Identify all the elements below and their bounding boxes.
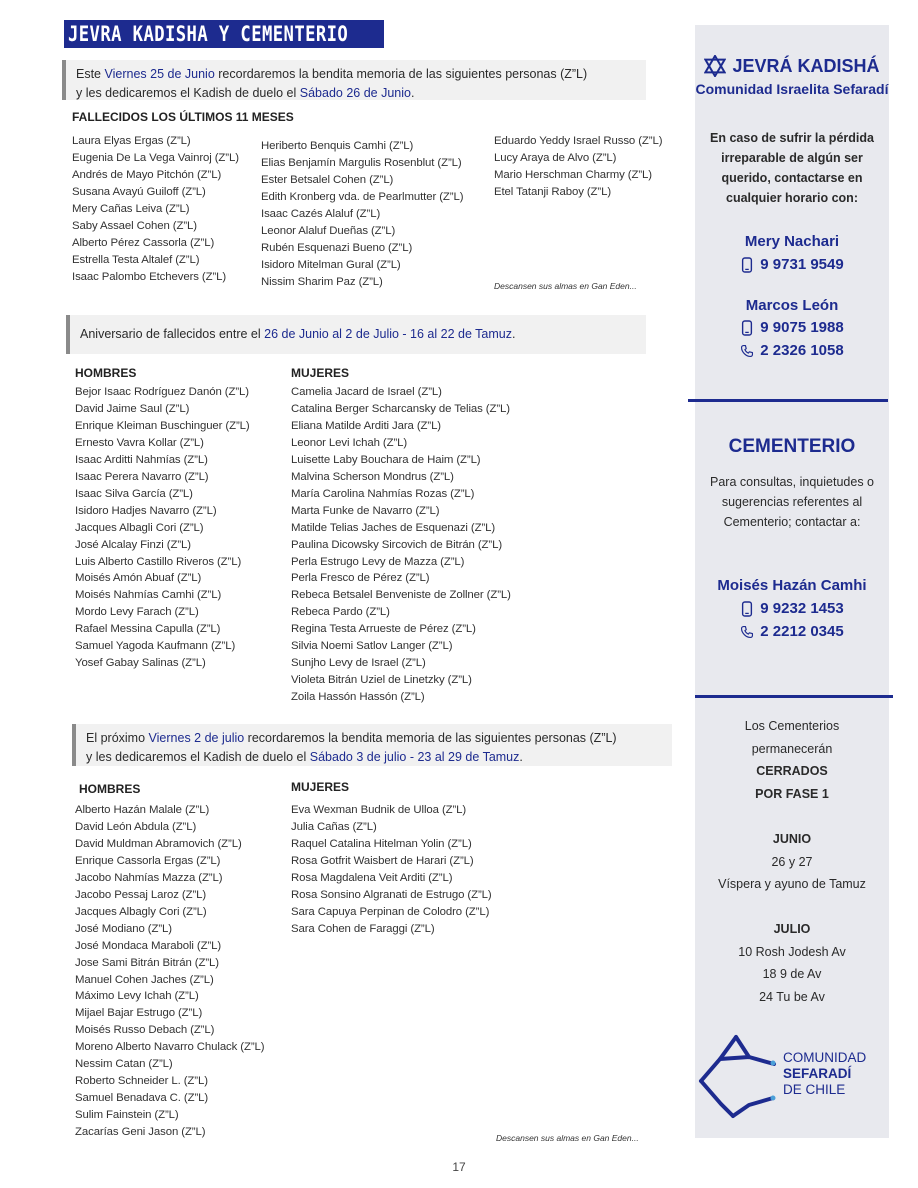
sidebar-divider <box>695 695 893 698</box>
jk-instructions: En caso de sufrir la pérdida irreparable de algún ser querido, contactarse en cualquier horario con: <box>710 131 874 205</box>
list-item: Isidoro Hadjes Navarro (Z”L) <box>75 504 217 517</box>
list-item: Marta Funke de Navarro (Z”L) <box>291 504 440 517</box>
closure-line: Los Cementerios <box>744 719 840 733</box>
contact-moises-hazan: Moisés Hazán Camhi <box>717 577 867 594</box>
community-subtitle: Comunidad Israelita Sefaradí <box>695 81 889 97</box>
list-item: Sunjho Levy de Israel (Z”L) <box>291 657 426 670</box>
list-item: Moisés Amón Abuaf (Z”L) <box>75 572 202 585</box>
list-item: David León Abdula (Z”L) <box>75 820 197 833</box>
list-item: Isaac Silva García (Z”L) <box>75 487 193 500</box>
list-item: Sara Capuya Perpinan de Colodro (Z”L) <box>291 905 490 918</box>
july-event: 24 Tu be Av <box>759 990 825 1005</box>
list-item: Jacques Albagly Cori (Z”L) <box>75 905 207 918</box>
list-item: Rosa Magdalena Veit Arditi (Z”L) <box>291 871 453 884</box>
list-item: Regina Testa Arrueste de Pérez (Z”L) <box>291 623 476 636</box>
list-item: Etel Tatanji Raboy (Z”L) <box>494 185 612 198</box>
list-item: Nessim Catan (Z”L) <box>75 1058 173 1071</box>
sidebar-divider <box>688 399 888 402</box>
jevra-kadisha-heading: JEVRÁ KADISHÁ <box>695 55 889 77</box>
telephone-icon <box>740 624 754 640</box>
list-item: Andrés de Mayo Pitchón (Z”L) <box>72 168 222 181</box>
contact3-phone[interactable]: 2 2212 0345 <box>695 623 889 640</box>
list-item: Camelia Jacard de Israel (Z”L) <box>291 386 442 398</box>
cementerio-instructions: Para consultas, inquietudes o sugerencias referentes al Cementerio; contactar a: <box>710 475 874 529</box>
community-logo <box>695 1030 889 1125</box>
list-item: Samuel Yagoda Kaufmann (Z”L) <box>75 640 236 653</box>
list-item: Mario Herschman Charmy (Z”L) <box>494 168 652 181</box>
telephone-icon <box>740 343 754 359</box>
next-women-list <box>291 802 492 938</box>
next-men-list <box>75 802 264 1141</box>
july-heading: JULIO <box>773 921 811 936</box>
list-item: Isaac Palombo Etchevers (Z”L) <box>72 270 227 283</box>
list-item: Lucy Araya de Alvo (Z”L) <box>494 151 617 164</box>
list-item: Raquel Catalina Hitelman Yolin (Z”L) <box>291 837 472 850</box>
list-item: Jacques Albagli Cori (Z”L) <box>75 521 204 534</box>
june-event: Víspera y ayuno de Tamuz <box>718 877 866 892</box>
info-sidebar <box>695 25 889 1138</box>
list-item: Violeta Bitrán Uziel de Linetzky (Z”L) <box>291 674 472 687</box>
list-item: Julia Cañas (Z”L) <box>291 820 377 833</box>
list-item: Enrique Cassorla Ergas (Z”L) <box>75 854 221 867</box>
list-item: Isaac Arditti Nahmías (Z”L) <box>75 453 208 466</box>
list-item: Estrella Testa Altalef (Z”L) <box>72 253 200 266</box>
list-item: Alberto Pérez Cassorla (Z”L) <box>72 236 215 249</box>
june-heading: JUNIO <box>772 831 812 846</box>
july-event: 18 9 de Av <box>762 967 822 982</box>
list-item: Alberto Hazán Malale (Z”L) <box>75 804 210 816</box>
list-item: Jose Sami Bitrán Bitrán (Z”L) <box>75 956 219 969</box>
list-item: Ernesto Vavra Kollar (Z”L) <box>75 436 204 449</box>
sefardi-star-logo-icon <box>697 1032 783 1122</box>
list-item: Isaac Cazés Alaluf (Z”L) <box>261 207 381 220</box>
cemetery-closure-info <box>695 715 889 1009</box>
cementerio-heading: CEMENTERIO <box>728 436 856 457</box>
list-item: Eduardo Yeddy Israel Russo (Z”L) <box>494 135 663 147</box>
notice-friday-july: El próximo Viernes 2 de julio recordaremos la bendita memoria de las siguientes personas (Z”L) y les dedicaremos el Kadish de duelo el Sábado 3 de julio - 23 al 29 de Tamuz. <box>72 724 672 766</box>
list-item: Máximo Levy Ichah (Z”L) <box>75 990 199 1003</box>
list-item: Enrique Kleiman Buschinguer (Z”L) <box>75 419 250 432</box>
list-item: Zacarías Geni Jason (Z”L) <box>75 1126 206 1139</box>
list-item: Yosef Gabay Salinas (Z”L) <box>75 657 206 670</box>
list-item: Luis Alberto Castillo Riveros (Z”L) <box>75 555 242 568</box>
list-item: Manuel Cohen Jaches (Z”L) <box>75 973 214 986</box>
list-item: Paulina Dicowsky Sircovich de Bitrán (Z”L) <box>291 538 503 551</box>
mobile-phone-icon <box>740 320 754 336</box>
anniv-men-title: HOMBRES <box>75 366 137 380</box>
mobile-phone-icon <box>740 601 754 617</box>
list-item: Leonor Alaluf Dueñas (Z”L) <box>261 224 396 237</box>
recent-deaths-column-3 <box>494 133 662 201</box>
list-item: David Muldman Abramovich (Z”L) <box>75 837 242 850</box>
anniv-women-list <box>291 384 511 706</box>
star-of-david-icon <box>704 55 726 77</box>
list-item: Leonor Levi Ichah (Z”L) <box>291 436 408 449</box>
closure-status: CERRADOS <box>756 764 828 779</box>
list-item: José Mondaca Maraboli (Z”L) <box>75 939 222 952</box>
recent-deaths-column-1 <box>72 133 239 286</box>
list-item: Eliana Matilde Arditi Jara (Z”L) <box>291 419 441 432</box>
list-item: Moreno Alberto Navarro Chulack (Z”L) <box>75 1041 265 1054</box>
list-item: Malvina Scherson Mondrus (Z”L) <box>291 470 454 483</box>
list-item: Ester Betsalel Cohen (Z”L) <box>261 173 394 186</box>
june-date: 26 y 27 <box>771 854 813 869</box>
rest-in-peace-note-2: Descansen sus almas en Gan Eden... <box>496 1133 639 1143</box>
list-item: Roberto Schneider L. (Z”L) <box>75 1075 208 1088</box>
list-item: Rubén Esquenazi Bueno (Z”L) <box>261 241 413 254</box>
next-men-title: HOMBRES <box>79 782 141 796</box>
list-item: Eugenia De La Vega Vainroj (Z”L) <box>72 151 239 164</box>
list-item: Saby Assael Cohen (Z”L) <box>72 219 197 232</box>
list-item: Zoila Hassón Hassón (Z”L) <box>291 691 425 704</box>
list-item: Moisés Russo Debach (Z”L) <box>75 1024 215 1037</box>
list-item: Rosa Gotfrit Waisbert de Harari (Z”L) <box>291 854 474 867</box>
list-item: Perla Estrugo Levy de Mazza (Z”L) <box>291 555 465 568</box>
july-event: 10 Rosh Jodesh Av <box>738 944 846 959</box>
list-item: Nissim Sharim Paz (Z”L) <box>261 275 383 288</box>
logo-text-line: DE CHILE <box>783 1082 846 1097</box>
recent-deaths-title: FALLECIDOS LOS ÚLTIMOS 11 MESES <box>72 110 294 124</box>
list-item: Elias Benjamín Margulis Rosenblut (Z”L) <box>261 156 462 169</box>
list-item: Catalina Berger Scharcansky de Telias (Z”L) <box>291 402 510 415</box>
list-item: Rosa Sonsino Algranati de Estrugo (Z”L) <box>291 888 492 901</box>
anniv-women-title: MUJERES <box>291 366 350 380</box>
list-item: Eva Wexman Budnik de Ulloa (Z”L) <box>291 804 467 816</box>
list-item: Mordo Levy Farach (Z”L) <box>75 606 199 619</box>
list-item: Silvia Noemi Satlov Langer (Z”L) <box>291 640 453 653</box>
contact2-phone[interactable]: 2 2326 1058 <box>695 342 889 359</box>
list-item: Mijael Bajar Estrugo (Z”L) <box>75 1007 203 1020</box>
list-item: Matilde Telias Jaches de Esquenazi (Z”L) <box>291 521 496 534</box>
list-item: María Carolina Nahmías Rozas (Z”L) <box>291 487 475 500</box>
contact2-mobile[interactable]: 9 9075 1988 <box>695 319 889 336</box>
list-item: Rebeca Betsalel Benveniste de Zollner (Z”L) <box>291 589 511 602</box>
list-item: David Jaime Saul (Z”L) <box>75 402 190 415</box>
closure-phase: POR FASE 1 <box>755 787 829 802</box>
logo-text-line: COMUNIDAD <box>783 1050 867 1065</box>
list-item: Samuel Benadava C. (Z”L) <box>75 1092 209 1105</box>
anniv-men-list <box>75 384 250 672</box>
page-number: 17 <box>452 1160 466 1174</box>
list-item: Perla Fresco de Pérez (Z”L) <box>291 572 430 585</box>
notice-friday-june: Este Viernes 25 de Junio recordaremos la bendita memoria de las siguientes personas (Z”L) y les dedicaremos el Kadish de duelo el Sábado 26 de Junio. <box>62 60 646 100</box>
page-title: JEVRA KADISHA Y CEMENTERIO <box>64 20 384 48</box>
list-item: Rebeca Pardo (Z”L) <box>291 606 390 619</box>
logo-text-line: SEFARADÍ <box>783 1066 852 1081</box>
list-item: Bejor Isaac Rodríguez Danón (Z”L) <box>75 386 249 398</box>
next-women-title: MUJERES <box>291 780 350 794</box>
contact1-mobile[interactable]: 9 9731 9549 <box>695 256 889 273</box>
list-item: Heriberto Benquis Camhi (Z”L) <box>261 140 414 152</box>
list-item: Jacobo Pessaj Laroz (Z”L) <box>75 888 207 901</box>
list-item: Mery Cañas Leiva (Z”L) <box>72 202 190 215</box>
list-item: Moisés Nahmías Camhi (Z”L) <box>75 589 222 602</box>
list-item: Edith Kronberg vda. de Pearlmutter (Z”L) <box>261 190 464 203</box>
list-item: Rafael Messina Capulla (Z”L) <box>75 623 221 636</box>
contact-mery-nachari: Mery Nachari <box>744 233 840 250</box>
recent-deaths-column-2 <box>261 138 463 291</box>
list-item: Laura Elyas Ergas (Z”L) <box>72 135 191 147</box>
contact-marcos-leon: Marcos León <box>745 297 839 314</box>
mobile-phone-icon <box>740 257 754 273</box>
list-item: Sara Cohen de Faraggi (Z”L) <box>291 922 435 935</box>
contact3-mobile[interactable]: 9 9232 1453 <box>695 600 889 617</box>
notice-anniversary: Aniversario de fallecidos entre el 26 de Junio al 2 de Julio - 16 al 22 de Tamuz. <box>66 315 646 354</box>
list-item: José Modiano (Z”L) <box>75 922 172 935</box>
list-item: Jacobo Nahmías Mazza (Z”L) <box>75 871 223 884</box>
closure-line: permanecerán <box>751 741 833 756</box>
list-item: Luisette Laby Bouchara de Haim (Z”L) <box>291 453 481 466</box>
rest-in-peace-note: Descansen sus almas en Gan Eden... <box>494 281 637 291</box>
list-item: José Alcalay Finzi (Z”L) <box>75 538 191 551</box>
list-item: Sulim Fainstein (Z”L) <box>75 1109 179 1122</box>
list-item: Susana Avayú Guiloff (Z”L) <box>72 185 206 198</box>
list-item: Isaac Perera Navarro (Z”L) <box>75 470 209 483</box>
list-item: Isidoro Mitelman Gural (Z”L) <box>261 258 401 271</box>
